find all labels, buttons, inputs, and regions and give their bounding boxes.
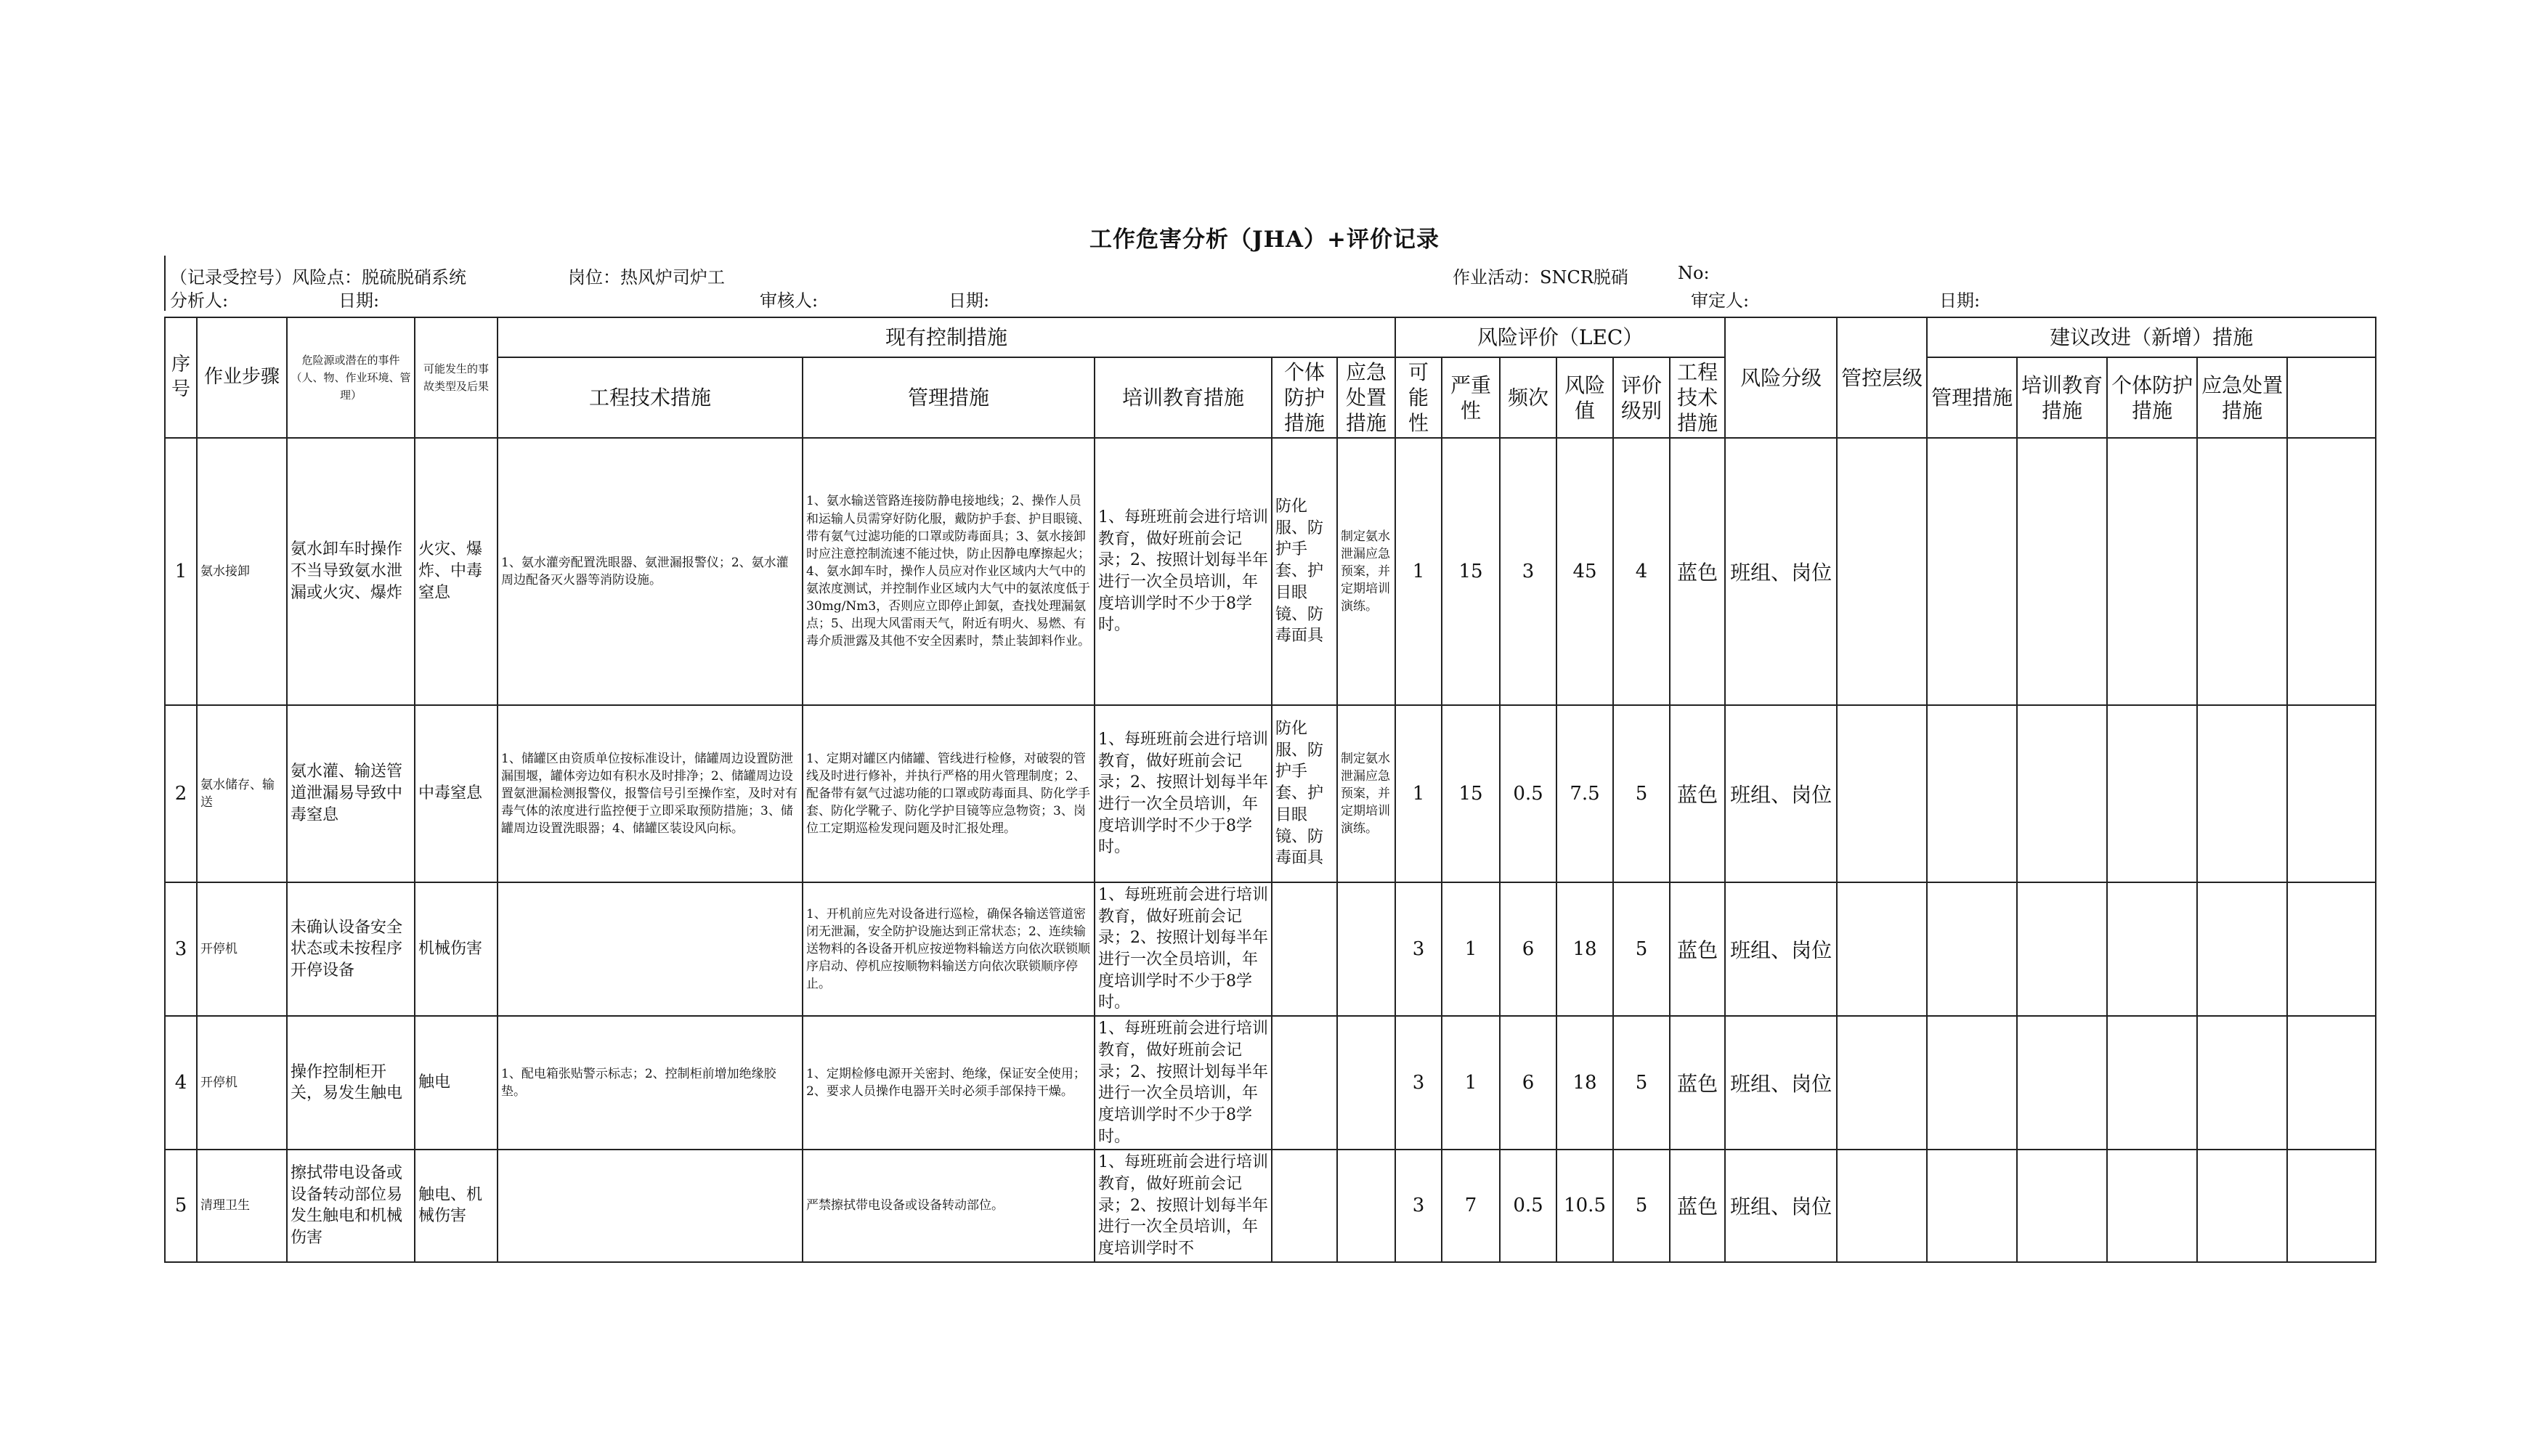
row-frequency: 6 <box>1500 1016 1556 1150</box>
row-mgmt-measures: 1、氨水输送管路连接防静电接地线；2、操作人员和运输人员需穿好防化服，戴防护手套、护目眼镜、带有氨气过滤功能的口罩或防毒面具；3、氨水接卸时应注意控制流速不能过快，防止因静电摩擦起火；4、氨水卸车时，操作人员应对作业区域内大气中的氨浓度测试，并控制作业区域内大气中的氨浓度低于30mg/Nm3，否则应立即停止卸氨，查找处理漏氨点；5、出现大风雷雨天气，附近有明火、易燃、有毒介质泄露及其他不安全因素时，禁止装卸料作业。 <box>803 438 1095 705</box>
row-suggest-cell <box>2017 438 2107 705</box>
col-mgmt-header: 管理措施 <box>803 357 1095 438</box>
table-row <box>165 1016 2376 1150</box>
row-train-measures: 1、每班班前会进行培训教育，做好班前会记录；2、按照计划每半年进行一次全员培训，年度培训学时不少于8学时。 <box>1095 1016 1272 1150</box>
row-ppe-measures <box>1272 1150 1337 1261</box>
row-suggest-cell <box>2107 1150 2197 1261</box>
row-train-measures: 1、每班班前会进行培训教育，做好班前会记录；2、按照计划每半年进行一次全员培训，年度培训学时不少于8学时。 <box>1095 438 1272 705</box>
row-control-level: 班组、岗位 <box>1725 705 1837 882</box>
row-emerg-measures: 制定氨水泄漏应急预案，并定期培训演练。 <box>1337 438 1395 705</box>
row-emerg-measures <box>1337 882 1395 1016</box>
col-eval-level-header: 评价级别 <box>1613 357 1670 438</box>
row-suggest-cell <box>1837 438 1927 705</box>
row-risk-value: 45 <box>1556 438 1613 705</box>
row-accident: 中毒窒息 <box>415 705 498 882</box>
col-ppe-header: 个体防护措施 <box>1272 357 1337 438</box>
row-suggest-cell <box>2017 1016 2107 1150</box>
table-row <box>165 1150 2376 1261</box>
row-frequency: 3 <box>1500 438 1556 705</box>
table-row <box>165 438 2376 705</box>
row-suggest-cell <box>2197 438 2287 705</box>
jha-table <box>164 317 2376 1263</box>
col-risk-value-header: 风险值 <box>1556 357 1613 438</box>
row-eval-level: 5 <box>1613 1016 1670 1150</box>
lec-header: 风险评价（LEC） <box>1395 317 1725 357</box>
row-accident: 火灾、爆炸、中毒窒息 <box>415 438 498 705</box>
row-ppe-measures: 防化服、防护手套、护目眼镜、防毒面具 <box>1272 438 1337 705</box>
row-risk-value: 7.5 <box>1556 705 1613 882</box>
col-severity-header: 严重性 <box>1442 357 1500 438</box>
row-hazard: 操作控制柜开关，易发生触电 <box>287 1016 415 1150</box>
col-hazard-header: 危险源或潜在的事件（人、物、作业环境、管理） <box>287 317 415 438</box>
row-severity: 1 <box>1442 882 1500 1016</box>
row-risk-value: 10.5 <box>1556 1150 1613 1261</box>
row-suggest-cell <box>2197 705 2287 882</box>
page-title: 工作危害分析（JHA）+评价记录 <box>1089 227 1440 253</box>
analyst-label: 分析人: <box>170 290 229 311</box>
row-train-measures: 1、每班班前会进行培训教育，做好班前会记录；2、按照计划每半年进行一次全员培训，年度培训学时不 <box>1095 1150 1272 1261</box>
row-eng-measures: 1、配电箱张贴警示标志；2、控制柜前增加绝缘胶垫。 <box>498 1016 803 1150</box>
row-step: 清理卫生 <box>197 1150 287 1261</box>
row-suggest-cell <box>1927 1150 2017 1261</box>
row-suggest-cell <box>1837 882 1927 1016</box>
col-s-ppe-header: 个体防护措施 <box>2107 357 2197 438</box>
row-control-level: 班组、岗位 <box>1725 1016 1837 1150</box>
row-severity: 1 <box>1442 1016 1500 1150</box>
row-likelihood: 3 <box>1395 1150 1442 1261</box>
reviewer-date-label: 日期: <box>949 290 990 311</box>
row-suggest-cell <box>2107 882 2197 1016</box>
row-remark-cell <box>2287 1150 2376 1261</box>
col-seq-header: 序号 <box>165 317 197 438</box>
suggest-header: 建议改进（新增）措施 <box>1927 317 2376 357</box>
row-seq: 3 <box>165 882 197 1016</box>
header-row-1 <box>165 317 2376 357</box>
row-ppe-measures: 防化服、防护手套、护目眼镜、防毒面具 <box>1272 705 1337 882</box>
row-suggest-cell <box>2017 882 2107 1016</box>
row-ppe-measures <box>1272 1016 1337 1150</box>
row-mgmt-measures: 严禁擦拭带电设备或设备转动部位。 <box>803 1150 1095 1261</box>
col-step-header: 作业步骤 <box>197 317 287 438</box>
approver-date-label: 日期: <box>1939 290 1981 311</box>
row-seq: 2 <box>165 705 197 882</box>
existing-controls-header: 现有控制措施 <box>498 317 1395 357</box>
row-hazard: 氨水卸车时操作不当导致氨水泄漏或火灾、爆炸 <box>287 438 415 705</box>
analyst-date-label: 日期: <box>338 290 380 311</box>
row-likelihood: 3 <box>1395 1016 1442 1150</box>
row-train-measures: 1、每班班前会进行培训教育，做好班前会记录；2、按照计划每半年进行一次全员培训，年度培训学时不少于8学时。 <box>1095 882 1272 1016</box>
row-mgmt-measures: 1、开机前应先对设备进行巡检，确保各输送管道密闭无泄漏，安全防护设施达到正常状态；2、连续输送物料的各设备开机应按逆物料输送方向依次联锁顺序启动、停机应按顺物料输送方向依次联锁顺序停止。 <box>803 882 1095 1016</box>
row-risk-value: 18 <box>1556 882 1613 1016</box>
row-accident: 触电 <box>415 1016 498 1150</box>
row-suggest-cell <box>2017 705 2107 882</box>
row-mgmt-measures: 1、定期检修电源开关密封、绝缘，保证安全使用；2、要求人员操作电器开关时必须手部保持干燥。 <box>803 1016 1095 1150</box>
row-control-level: 班组、岗位 <box>1725 1150 1837 1261</box>
row-likelihood: 1 <box>1395 705 1442 882</box>
row-eng-measures: 1、储罐区由资质单位按标准设计，储罐周边设置防泄漏围堰，罐体旁边如有积水及时排净；2、储罐周边设置氨泄漏检测报警仪，报警信号引至操作室，及时对有毒气体的浓度进行监控便于立即采取预防措施；3、储罐周边设置洗眼器；4、储罐区装设风向标。 <box>498 705 803 882</box>
row-severity: 7 <box>1442 1150 1500 1261</box>
row-eval-level: 5 <box>1613 705 1670 882</box>
row-control-level: 班组、岗位 <box>1725 438 1837 705</box>
row-suggest-cell <box>2197 1150 2287 1261</box>
col-control-level-header: 管控层级 <box>1837 317 1927 438</box>
row-suggest-cell <box>1927 438 2017 705</box>
row-remark-cell <box>2287 438 2376 705</box>
col-train-header: 培训教育措施 <box>1095 357 1272 438</box>
row-risk-grade: 蓝色 <box>1670 1016 1725 1150</box>
row-hazard: 擦拭带电设备或设备转动部位易发生触电和机械伤害 <box>287 1150 415 1261</box>
row-suggest-cell <box>1927 1016 2017 1150</box>
col-s-eng-header: 工程技术措施 <box>1670 357 1725 438</box>
row-risk-value: 18 <box>1556 1016 1613 1150</box>
row-suggest-cell <box>2107 438 2197 705</box>
col-eng-header: 工程技术措施 <box>498 357 803 438</box>
table-row <box>165 882 2376 1016</box>
record-no-label: No: <box>1678 263 1710 283</box>
record-risk-point: （记录受控号）风险点：脱硫脱硝系统 <box>170 267 466 288</box>
table-row <box>165 705 2376 882</box>
col-likelihood-header: 可能性 <box>1395 357 1442 438</box>
row-remark-cell <box>2287 882 2376 1016</box>
row-eval-level: 4 <box>1613 438 1670 705</box>
col-s-mgmt-header: 管理措施 <box>1927 357 2017 438</box>
row-risk-grade: 蓝色 <box>1670 882 1725 1016</box>
row-suggest-cell <box>1837 1016 1927 1150</box>
row-risk-grade: 蓝色 <box>1670 438 1725 705</box>
row-likelihood: 1 <box>1395 438 1442 705</box>
row-eng-measures: 1、氨水灌旁配置洗眼器、氨泄漏报警仪；2、氨水灌周边配备灭火器等消防设施。 <box>498 438 803 705</box>
row-risk-grade: 蓝色 <box>1670 705 1725 882</box>
row-step: 氨水储存、输送 <box>197 705 287 882</box>
row-severity: 15 <box>1442 438 1500 705</box>
row-emerg-measures <box>1337 1016 1395 1150</box>
row-step: 开停机 <box>197 1016 287 1150</box>
row-eng-measures <box>498 1150 803 1261</box>
row-likelihood: 3 <box>1395 882 1442 1016</box>
row-suggest-cell <box>2107 1016 2197 1150</box>
left-border-line <box>164 256 166 311</box>
col-frequency-header: 频次 <box>1500 357 1556 438</box>
row-suggest-cell <box>1927 882 2017 1016</box>
row-emerg-measures <box>1337 1150 1395 1261</box>
post-label: 岗位：热风炉司炉工 <box>568 267 725 288</box>
row-suggest-cell <box>1837 1150 1927 1261</box>
row-suggest-cell <box>2107 705 2197 882</box>
row-frequency: 6 <box>1500 882 1556 1016</box>
row-suggest-cell <box>1927 705 2017 882</box>
row-severity: 15 <box>1442 705 1500 882</box>
row-accident: 触电、机械伤害 <box>415 1150 498 1261</box>
activity-label: 作业活动：SNCR脱硝 <box>1453 267 1628 288</box>
row-frequency: 0.5 <box>1500 705 1556 882</box>
row-suggest-cell <box>1837 705 1927 882</box>
row-step: 开停机 <box>197 882 287 1016</box>
row-ppe-measures <box>1272 882 1337 1016</box>
col-s-train-header: 培训教育措施 <box>2017 357 2107 438</box>
col-s-emerg-header: 应急处置措施 <box>2197 357 2287 438</box>
col-risk-grade-header: 风险分级 <box>1725 317 1837 438</box>
col-accident-header: 可能发生的事故类型及后果 <box>415 317 498 438</box>
row-suggest-cell <box>2197 1016 2287 1150</box>
approver-label: 审定人: <box>1691 290 1750 311</box>
row-train-measures: 1、每班班前会进行培训教育，做好班前会记录；2、按照计划每半年进行一次全员培训，年度培训学时不少于8学时。 <box>1095 705 1272 882</box>
row-accident: 机械伤害 <box>415 882 498 1016</box>
row-seq: 1 <box>165 438 197 705</box>
row-hazard: 未确认设备安全状态或未按程序开停设备 <box>287 882 415 1016</box>
col-emerg-header: 应急处置措施 <box>1337 357 1395 438</box>
row-eval-level: 5 <box>1613 882 1670 1016</box>
row-risk-grade: 蓝色 <box>1670 1150 1725 1261</box>
row-suggest-cell <box>2197 882 2287 1016</box>
row-eval-level: 5 <box>1613 1150 1670 1261</box>
row-mgmt-measures: 1、定期对罐区内储罐、管线进行检修，对破裂的管线及时进行修补，并执行严格的用火管理制度；2、配备带有氨气过滤功能的口罩或防毒面具、防化学手套、防化学靴子、防化学护目镜等应急物资；3、岗位工定期巡检发现问题及时汇报处理。 <box>803 705 1095 882</box>
row-step: 氨水接卸 <box>197 438 287 705</box>
reviewer-label: 审核人: <box>760 290 819 311</box>
row-suggest-cell <box>2017 1150 2107 1261</box>
row-remark-cell <box>2287 705 2376 882</box>
row-seq: 4 <box>165 1016 197 1150</box>
row-hazard: 氨水灌、输送管道泄漏易导致中毒窒息 <box>287 705 415 882</box>
row-eng-measures <box>498 882 803 1016</box>
row-seq: 5 <box>165 1150 197 1261</box>
row-emerg-measures: 制定氨水泄漏应急预案，并定期培训演练。 <box>1337 705 1395 882</box>
row-control-level: 班组、岗位 <box>1725 882 1837 1016</box>
row-frequency: 0.5 <box>1500 1150 1556 1261</box>
row-remark-cell <box>2287 1016 2376 1150</box>
